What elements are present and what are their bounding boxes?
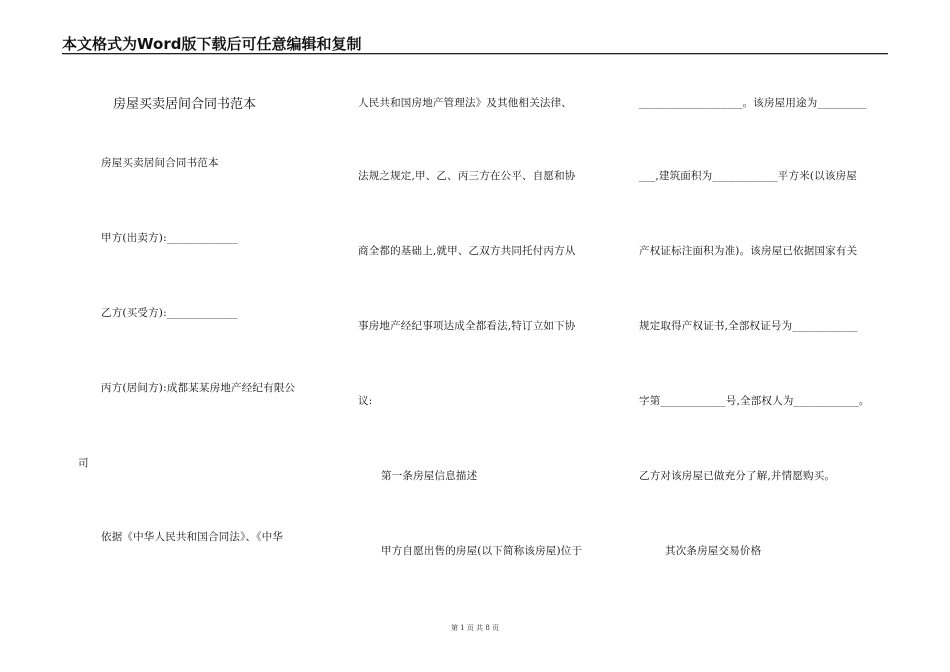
col2-line-2: 法规之规定,甲、乙、丙三方在公平、自愿和协	[358, 170, 576, 182]
col1-line-2: 甲方(出卖方):_____________	[101, 232, 238, 244]
document-title: 房屋买卖居间合同书范本	[113, 97, 257, 112]
col2-line-1: 人民共和国房地产管理法》及其他相关法律、	[358, 97, 572, 109]
col1-line-4: 丙方(居间方):成都某某房地产经纪有限公	[101, 382, 296, 394]
col2-line-6: 第一条房屋信息描述	[381, 470, 478, 482]
col3-line-4: 规定取得产权证书,全部权证号为____________	[639, 320, 858, 332]
col3-line-7: 其次条房屋交易价格	[665, 545, 762, 557]
document-header-title: 本文格式为Word版下载后可任意编辑和复制	[62, 35, 362, 53]
col3-line-2: ___,建筑面积为____________平方米(以该房屋	[639, 170, 857, 182]
col2-line-4: 事房地产经纪事项达成全都看法,特订立如下协	[358, 320, 576, 332]
col3-line-1: ___________________。该房屋用途为_________	[639, 97, 867, 109]
col1-line-6: 依据《中华人民共和国合同法》、《中华	[101, 531, 284, 543]
page-number: 第 1 页 共 8 页	[450, 624, 500, 632]
col2-line-3: 商全都的基础上,就甲、乙双方共同托付丙方从	[358, 245, 576, 257]
col2-line-7: 甲方自愿出售的房屋(以下简称该房屋)位于	[381, 545, 583, 557]
header-divider	[62, 53, 888, 54]
col3-line-6: 乙方对该房屋已做充分了解,并情愿购买。	[639, 470, 836, 482]
col2-line-5: 议:	[358, 395, 373, 407]
col3-line-5: 字第____________号,全部权人为____________。	[639, 395, 870, 407]
col1-line-3: 乙方(买受方):_____________	[101, 307, 238, 319]
col1-line-1: 房屋买卖居间合同书范本	[101, 157, 219, 169]
col3-line-3: 产权证标注面积为准)。该房屋已依据国家有关	[639, 245, 858, 257]
col1-line-5: 司	[78, 457, 89, 469]
